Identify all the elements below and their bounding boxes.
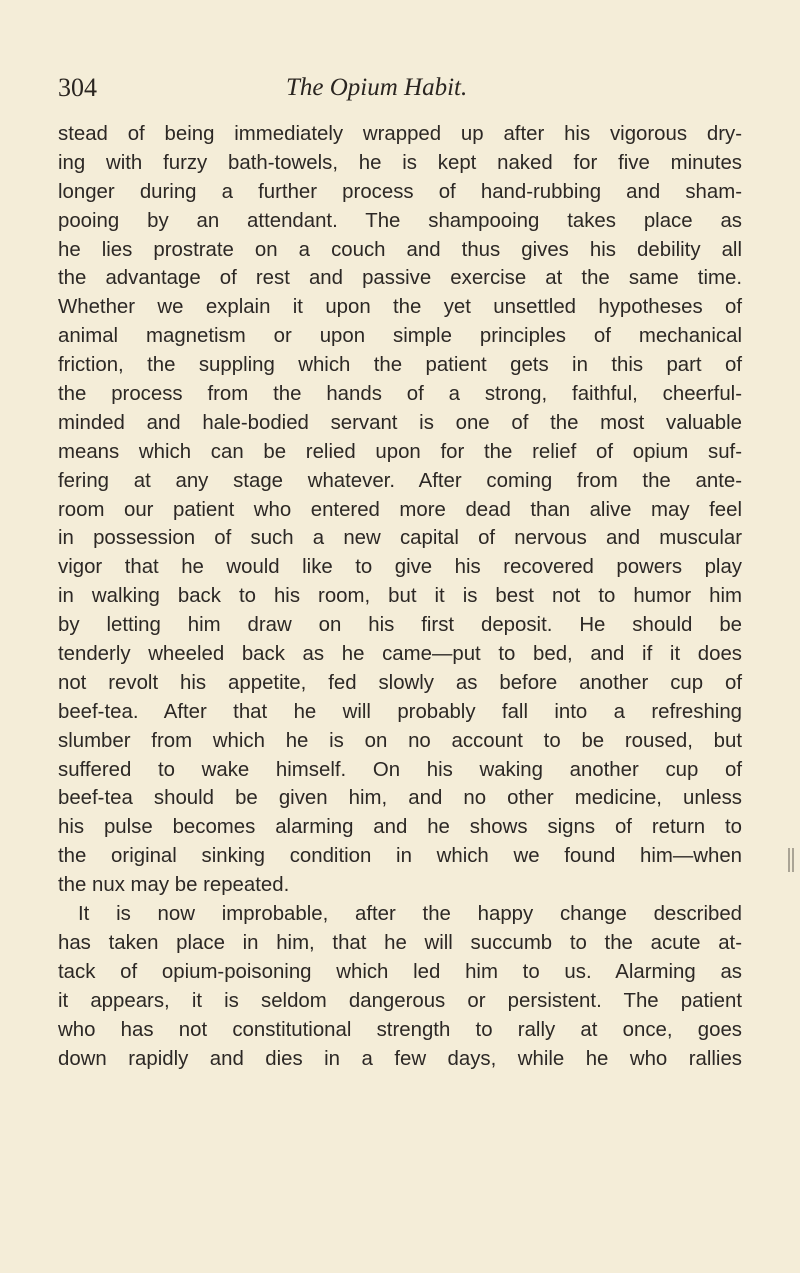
text-line: tack of opium-poisoning which led him to us. Alarming as (58, 960, 742, 983)
page-number: 304 (58, 73, 97, 102)
text-line: vigor that he would like to give his recovered powers play (58, 556, 742, 579)
text-line: longer during a further process of hand-rubbing and sham- (58, 180, 742, 203)
text-line: his pulse becomes alarming and he shows signs of return to (58, 816, 742, 839)
text-line: friction, the suppling which the patient gets in this part of (58, 354, 742, 377)
text-line: animal magnetism or upon simple principles of mechanical (58, 325, 742, 348)
text-line: down rapidly and dies in a few days, while he who rallies (58, 1047, 742, 1070)
text-line: the process from the hands of a strong, faithful, cheerful- (58, 383, 742, 406)
body-text (58, 120, 742, 1073)
page-edge-mark (788, 848, 796, 872)
text-line: the advantage of rest and passive exercise at the same time. (58, 267, 742, 290)
text-line: pooing by an attendant. The shampooing takes place as (58, 209, 742, 232)
text-line: beef-tea should be given him, and no other medicine, unless (58, 787, 742, 810)
text-line: ing with furzy bath-towels, he is kept naked for five minutes (58, 151, 742, 174)
text-line: he lies prostrate on a couch and thus gives his debility all (58, 238, 742, 261)
text-line: not revolt his appetite, fed slowly as before another cup of (58, 671, 742, 694)
text-line: Whether we explain it upon the yet unsettled hypotheses of (58, 296, 742, 319)
text-line: by letting him draw on his first deposit. He should be (58, 614, 742, 637)
text-line: tenderly wheeled back as he came—put to bed, and if it does (58, 643, 742, 666)
text-line: in possession of such a new capital of nervous and muscular (58, 527, 742, 550)
text-line: beef-tea. After that he will probably fall into a refreshing (58, 700, 742, 723)
paragraph-start-line: It is now improbable, after the happy change described (78, 903, 742, 926)
text-line: means which can be relied upon for the relief of opium suf- (58, 440, 742, 463)
text-line: the original sinking condition in which we found him—when (58, 845, 742, 868)
text-line: who has not constitutional strength to rally at once, goes (58, 1018, 742, 1041)
text-line: it appears, it is seldom dangerous or persistent. The patient (58, 989, 742, 1012)
running-head (58, 70, 748, 106)
text-line: room our patient who entered more dead than alive may feel (58, 498, 742, 521)
text-line: minded and hale-bodied servant is one of the most valuable (58, 411, 742, 434)
text-line: has taken place in him, that he will succumb to the acute at- (58, 931, 742, 954)
paragraph-end-line: the nux may be repeated. (58, 874, 290, 897)
text-line: slumber from which he is on no account to be roused, but (58, 729, 742, 752)
text-line: suffered to wake himself. On his waking another cup of (58, 758, 742, 781)
text-line: stead of being immediately wrapped up after his vigorous dry- (58, 123, 742, 145)
running-title: The Opium Habit. (286, 74, 468, 101)
text-line: fering at any stage whatever. After coming from the ante- (58, 469, 742, 492)
text-line: in walking back to his room, but it is best not to humor him (58, 585, 742, 608)
